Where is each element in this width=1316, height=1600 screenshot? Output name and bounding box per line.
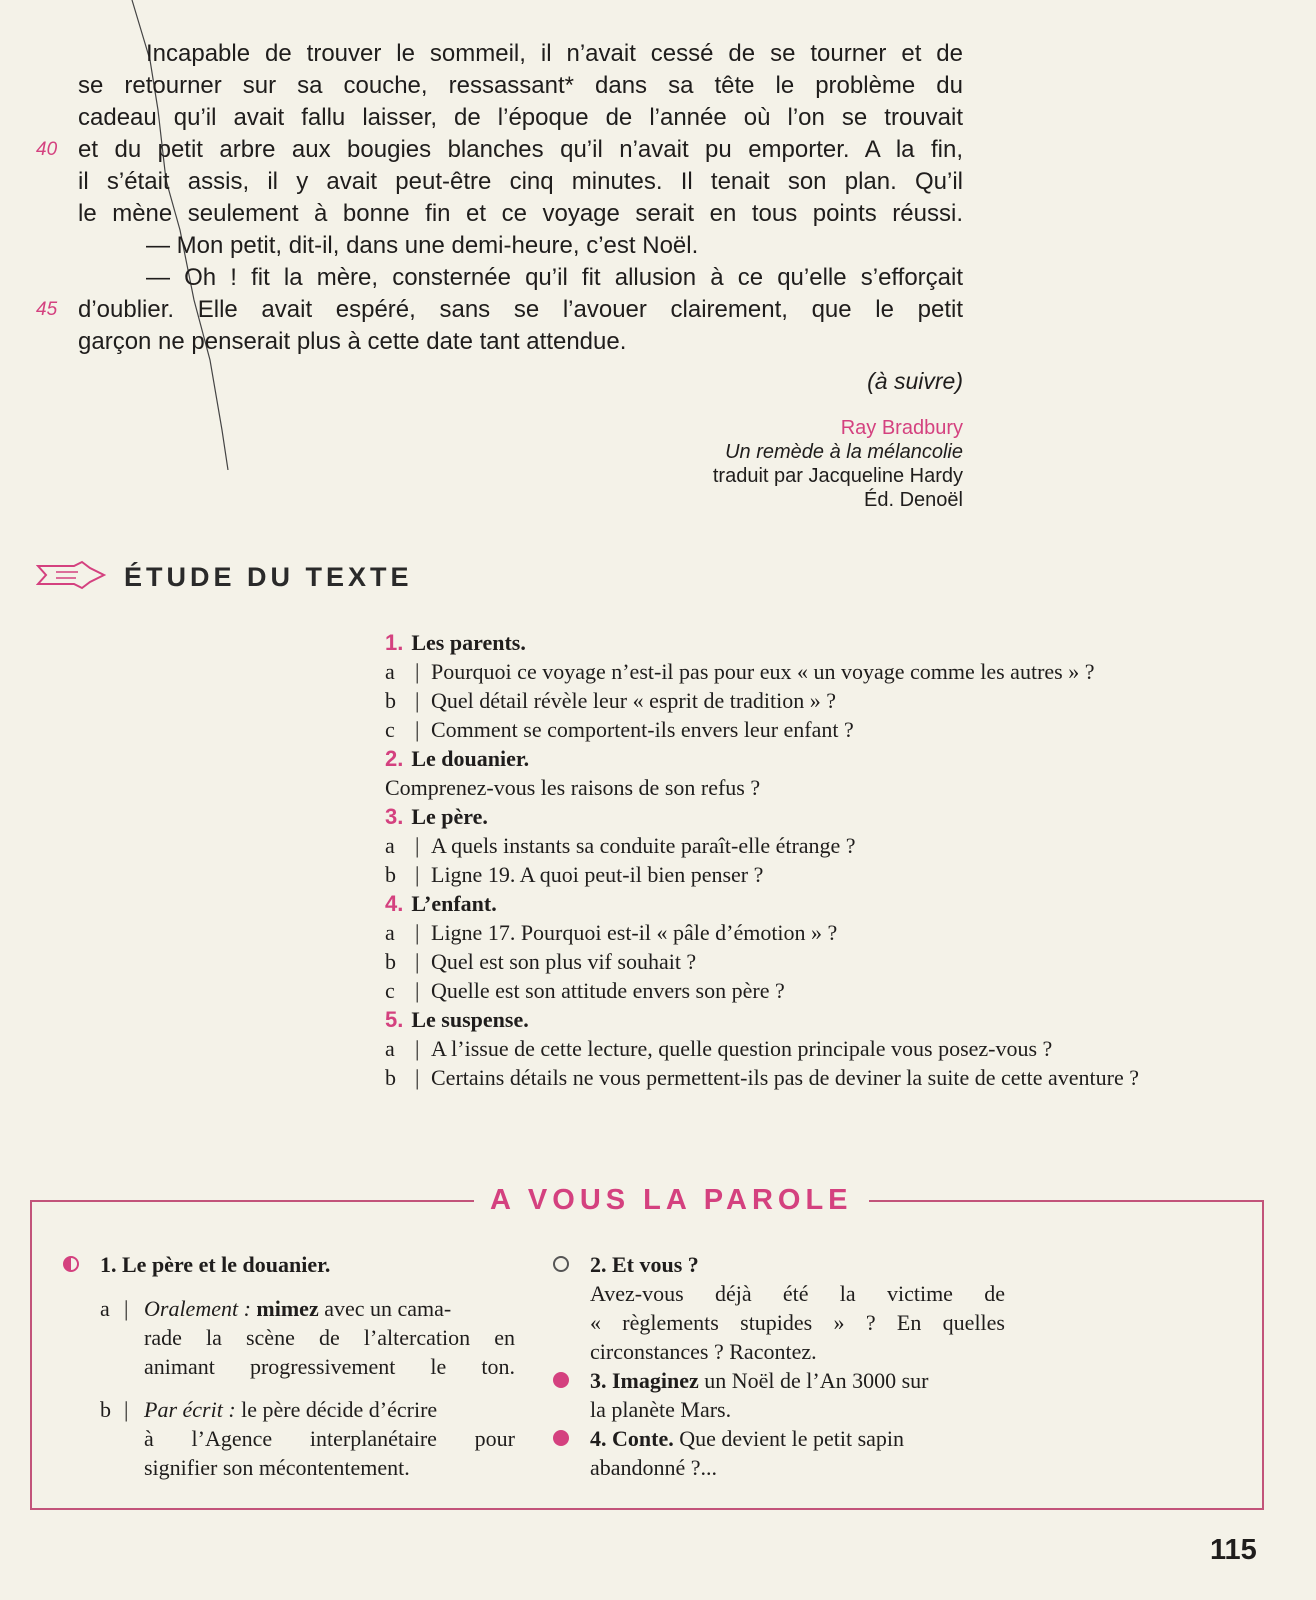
questions-list xyxy=(385,628,1285,1092)
parole-line: signifier son mécontentement. xyxy=(144,1455,410,1480)
passage-line: garçon ne penserait plus à cette date tant attendue. xyxy=(78,328,627,355)
half-circle-bullet-icon xyxy=(63,1256,79,1272)
parole-line: a | Oralement : mimez avec un cama- xyxy=(100,1296,452,1321)
passage-line: il s’était assis, il y avait peut-être cinq minutes. Il tenait son plan. Qu’il xyxy=(78,168,963,195)
question-item: Comprenez-vous les raisons de son refus ? xyxy=(385,775,761,800)
question-heading: 2. Le douanier. xyxy=(385,746,530,771)
question-item: a | A quels instants sa conduite paraît-elle étrange ? xyxy=(385,833,856,858)
passage-line: Incapable de trouver le sommeil, il n’avait cessé de se tourner et de xyxy=(146,40,963,67)
passage-line: se retourner sur sa couche, ressassant* dans sa tête le problème du xyxy=(78,72,963,99)
question-item: a | Pourquoi ce voyage n’est-il pas pour eux « un voyage comme les autres » ? xyxy=(385,659,1095,684)
filled-circle-bullet-icon xyxy=(553,1430,569,1446)
empty-circle-bullet-icon xyxy=(553,1256,569,1272)
line-number: 45 xyxy=(36,299,58,320)
question-item: c | Quelle est son attitude envers son père ? xyxy=(385,978,785,1003)
question-heading: 1. Les parents. xyxy=(385,630,526,655)
passage-line: — Oh ! fit la mère, consternée qu’il fit allusion à ce qu’elle s’efforçait xyxy=(146,264,963,291)
passage xyxy=(36,38,963,358)
parole-right-column xyxy=(590,1250,1005,1482)
etude-title: ÉTUDE DU TEXTE xyxy=(124,562,413,592)
question-heading: 3. Le père. xyxy=(385,804,488,829)
parole-line: « règlements stupides » ? En quelles xyxy=(590,1310,1005,1335)
parole-line: à l’Agence interplanétaire pour xyxy=(144,1426,515,1451)
page-number: 115 xyxy=(1210,1534,1257,1566)
parole-line: 4. Conte. Que devient le petit sapin xyxy=(590,1424,1005,1453)
question-heading: 5. Le suspense. xyxy=(385,1007,529,1032)
parole-line: animant progressivement le ton. xyxy=(144,1354,515,1379)
parole-line: la planète Mars. xyxy=(590,1397,732,1422)
parole-line: rade la scène de l’altercation en xyxy=(144,1325,515,1350)
parole-line: 3. Imaginez un Noël de l’An 3000 sur xyxy=(590,1366,1005,1395)
passage-line: 40 et du petit arbre aux bougies blanches qu’il n’avait pu emporter. A la fin, xyxy=(78,134,963,166)
question-item: b | Certains détails ne vous permettent-ils pas de deviner la suite de cette aventure ? xyxy=(385,1065,1140,1090)
question-item: b | Quel détail révèle leur « esprit de tradition » ? xyxy=(385,688,837,713)
parole-line: abandonné ?... xyxy=(590,1455,718,1480)
parole-heading: 1. Le père et le douanier. xyxy=(100,1250,515,1279)
question-item: b | Quel est son plus vif souhait ? xyxy=(385,949,697,974)
author-name: Ray Bradbury xyxy=(840,417,963,439)
question-item: a | Ligne 17. Pourquoi est-il « pâle d’émotion » ? xyxy=(385,920,838,945)
parole-title: A VOUS LA PAROLE xyxy=(474,1184,869,1217)
question-item: a | A l’issue de cette lecture, quelle question principale vous posez-vous ? xyxy=(385,1036,1053,1061)
filled-circle-bullet-icon xyxy=(553,1372,569,1388)
passage-line: — Mon petit, dit-il, dans une demi-heure, c’est Noël. xyxy=(146,232,699,259)
question-item: c | Comment se comportent-ils envers leur enfant ? xyxy=(385,717,854,742)
passage-line: 45 d’oublier. Elle avait espéré, sans se l’avouer clairement, que le petit xyxy=(78,294,963,326)
parole-item-1 xyxy=(100,1250,515,1482)
parole-line: b | Par écrit : le père décide d’écrire xyxy=(100,1397,438,1422)
parole-line: Avez-vous déjà été la victime de xyxy=(590,1281,1005,1306)
parole-heading: 2. Et vous ? xyxy=(590,1250,1005,1279)
question-item: b | Ligne 19. A quoi peut-il bien penser ? xyxy=(385,862,764,887)
translator: traduit par Jacqueline Hardy xyxy=(712,465,963,487)
passage-line: cadeau qu’il avait fallu laisser, de l’époque de l’année où l’on se trouvait xyxy=(78,104,963,131)
line-number: 40 xyxy=(36,139,58,160)
publisher: Éd. Denoël xyxy=(864,489,963,511)
passage-line: le mène seulement à bonne fin et ce voyage serait en tous points réussi. xyxy=(78,200,963,227)
a-suivre: (à suivre) xyxy=(867,368,963,394)
question-heading: 4. L’enfant. xyxy=(385,891,497,916)
parole-line: circonstances ? Racontez. xyxy=(590,1339,817,1364)
book-title: Un remède à la mélancolie xyxy=(725,441,963,463)
arrow-hand-icon xyxy=(36,560,106,590)
